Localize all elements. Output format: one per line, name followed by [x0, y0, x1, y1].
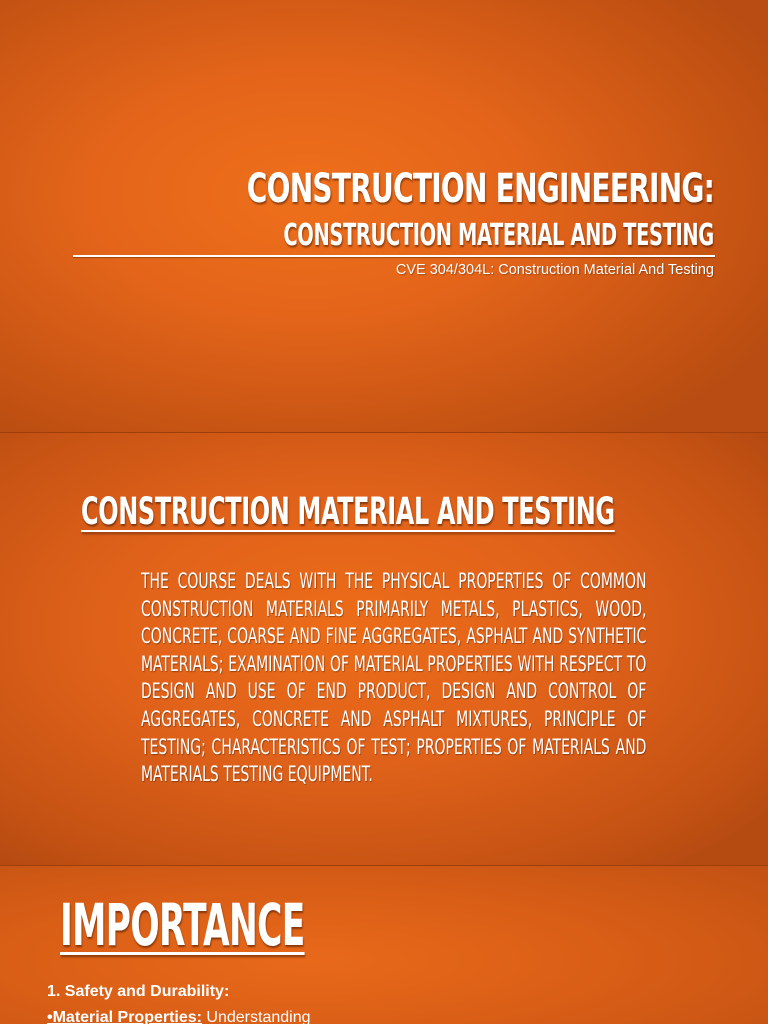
- title-divider: [73, 255, 715, 257]
- list-item-material-properties: [47, 1009, 311, 1024]
- course-description-text: THE COURSE DEALS WITH THE PHYSICAL PROPERTIES OF COMMON CONSTRUCTION MATERIALS PRIMARILY METALS, PLASTICS, WOOD, CONCRETE, COARSE AND FINE AGGREGATES, ASPHALT AND SYNTHETIC MATERIALS; EXAMINATION OF MATERIAL PROPERTIES WITH RESPECT TO DESIGN AND USE OF END PRODUCT, DESIGN AND CONTROL OF AGGREGATES, CONCRETE AND ASPHALT MIXTURES, PRINCIPLE OF TESTING; CHARACTERISTICS OF TEST; PROPERTIES OF MATERIALS AND MATERIALS TESTING EQUIPMENT.: [141, 569, 647, 788]
- importance-heading: IMPORTANCE: [60, 891, 305, 959]
- list-item-text: Understanding: [201, 1009, 311, 1024]
- list-item-safety-durability: 1. Safety and Durability:: [47, 983, 230, 1000]
- slide-title: CONSTRUCTION ENGINEERING:: [246, 166, 714, 212]
- slide-subtitle: CONSTRUCTION MATERIAL AND TESTING: [283, 218, 714, 253]
- importance-slide: [0, 866, 768, 1024]
- section-heading: CONSTRUCTION MATERIAL AND TESTING: [81, 490, 615, 533]
- course-code: CVE 304/304L: Construction Material And Testing: [395, 262, 714, 278]
- course-description-slide: [0, 433, 768, 865]
- list-item-label: •Material Properties:: [47, 1009, 202, 1024]
- title-slide: [0, 0, 768, 432]
